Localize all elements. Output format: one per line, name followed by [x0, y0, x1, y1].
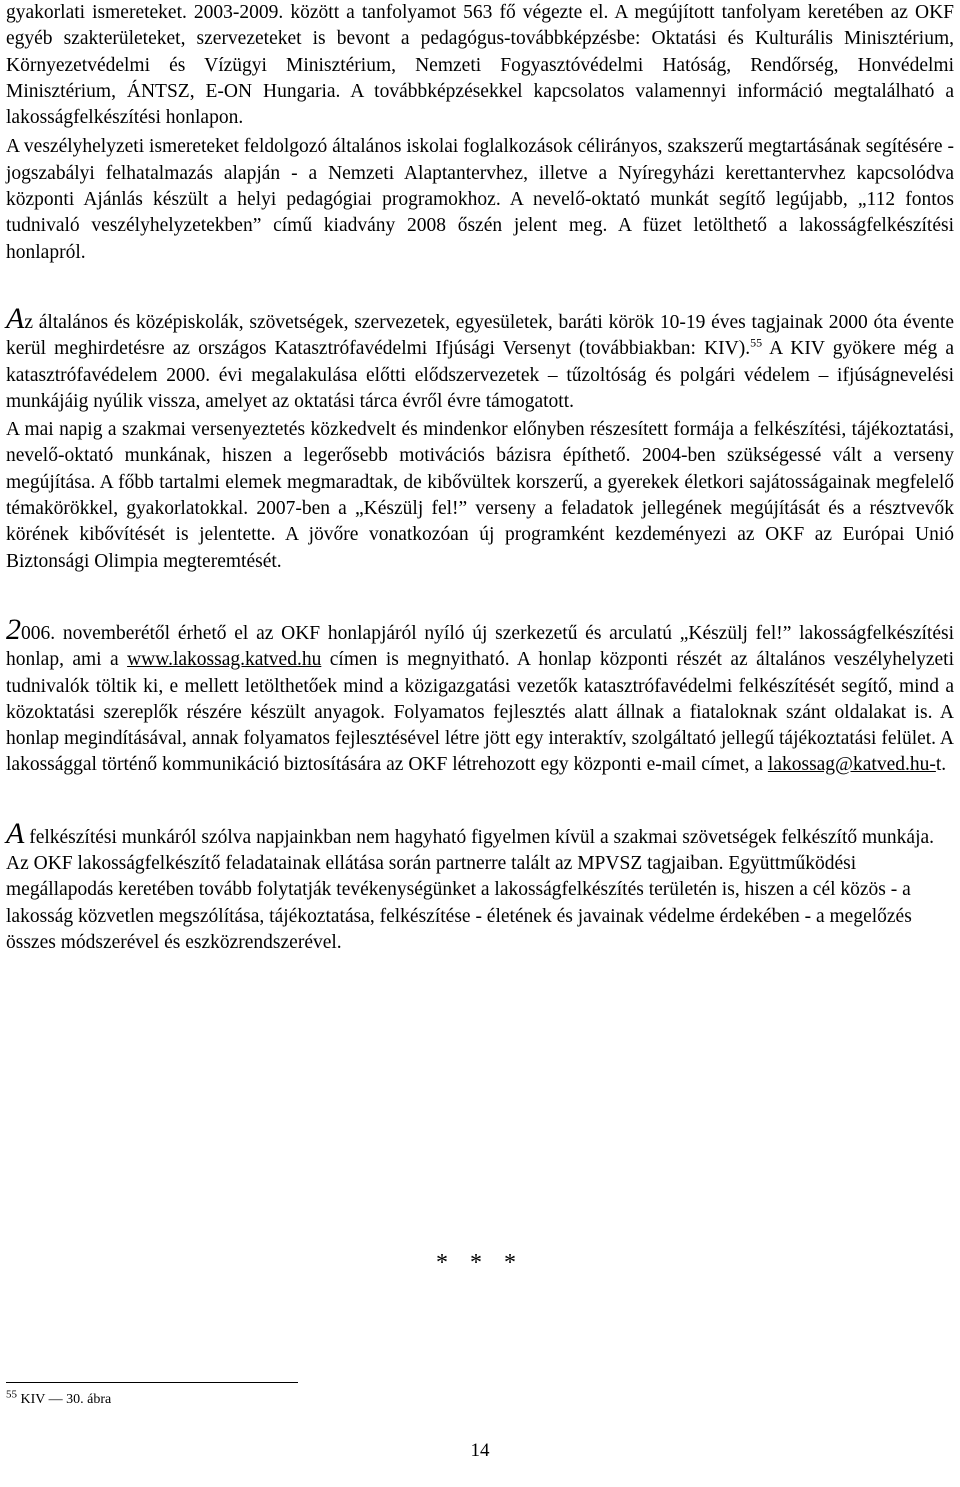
paragraph-teacher-training: gyakorlati ismereteket. 2003-2009. között a tanfolyamot 563 fő végezte el. A megújított tanfolyam keretében az OKF egyéb szakterületeket, szervezeteket is bevont a pedagógus-továbbképzésbe: Oktatási és Kulturális Minisztérium, Környezetvédelmi és Vízügyi Minisztérium, Nemzeti Fogyasztóvédelmi Hatóság, Rendőrség, Honvédelmi Minisztérium, ÁNTSZ, E-ON Hungaria. A továbbképzésekkel kapcsolatos valamennyi információ megtalálható a lakosságfelkészítési honlapon.	[6, 2, 954, 129]
email-link[interactable]: lakossag@katved.hu-	[767, 754, 936, 776]
paragraph-website: 2006. novemberétől érhető el az OKF honlapjáról nyíló új szerkezetű és arculatú „Készülj fel!” lakosságfelkészítési honlap, ami a www.lakossag.katved.hu címen is megnyitható. A honlap központi részét az általános veszélyhelyzeti tudnivalók töltik ki, e mellett letölthetőek mind a közigazgatási vezetők katasztrófavédelmi felkészítését segítő, mind a közoktatási szereplők részére készült anyagok. Folyamatos fejlesztés alatt állnak a fiataloknak szánt oldalakat is. A honlap megindításával, annak folyamatos fejlesztésével létre jött egy interaktív, szolgáltató jellegű tájékoztatási felület. A lakossággal történő kommunikáció biztosítására az OKF létrehozott egy központi e-mail címet, a lakossag@katved.hu-t.	[6, 612, 955, 776]
section-separator: * * *	[436, 1250, 524, 1276]
footnote-divider	[6, 1382, 298, 1383]
document-page	[6, 0, 955, 1461]
drop-initial: A	[6, 301, 25, 335]
footnote-number: 55	[6, 1388, 17, 1401]
footnote-reference[interactable]: 55	[750, 335, 763, 350]
paragraph-kiv-competition: Az általános és középiskolák, szövetségek, szervezetek, egyesületek, baráti körök 10-19 éves tagjainak 2000 óta évente kerül meghirdetésre az országos Katasztrófavédelmi Ifjúsági Versenyt (továbbiakban: KIV).$^{55}$ A KIV gyökere még a katasztrófavédelem 2000. évi megalakulása előtti elődszervezetek – tűzoltóság és polgári védelem – ifjúságnevelési munkájáig nyúlik vissza, amelyet az oktatási tárca évről évre támogatott.	[6, 301, 954, 412]
paragraph-school-activities: A veszélyhelyzeti ismereteket feldolgozó általános iskolai foglalkozások célirányos, szakszerű megtartásának segítésére - jogszabályi felhatalmazás alapján - a Nemzeti Alaptantervhez, illetve a Nyíregyházi kerettantervhez kapcsolódva központi Ajánlás készült a helyi pedagógiai programokhoz. A nevelő-oktató munkát segítő legújabb, „112 fontos tudnivaló veszélyhelyzetekben” című kiadvány 2008 őszén jelent meg. A füzet letölthető a lakosságfelkészítési honlapról.	[6, 136, 954, 263]
paragraph-partnership: A felkészítési munkáról szólva napjainkban nem hagyható figyelmen kívül a szakmai szövetségek felkészítő munkája. Az OKF lakosságfelkészítő feladatainak ellátása során partnerre talált az MPVSZ tagjaiban. Együttműködési megállapodás keretében tovább folytatják tevékenységünket a lakosságfelkészítés területén is, hiszen a cél közös - a lakosság közvetlen megszólítása, tájékoztatása, felkészítése - életének és javainak védelme érdekében - a megelőzés összes módszerével és eszközrendszerével.	[6, 816, 935, 953]
footnote	[6, 1388, 112, 1408]
website-link[interactable]: www.lakossag.katved.hu	[127, 649, 322, 671]
footnote-text: KIV — 30. ábra	[20, 1392, 112, 1407]
paragraph-competition-history: A mai napig a szakmai versenyeztetés közkedvelt és mindenkor előnyben részesített formája a felkészítési, tájékoztatási, nevelő-oktató munkának, hiszen a legerősebb motivációs bázisra építhető. 2004-ben szükségessé vált a verseny megújítása. A főbb tartalmi elemek megmaradtak, de kibővültek korszerű, a gyerekek életkori sajátosságainak megfelelő témakörökkel, gyakorlatokkal. 2007-ben a „Készülj fel!” verseny a feladatok jellegének megújítását és a résztvevők körének kibővítését is jelentette. A jövőre vonatkozóan új programként kezdeményezi az OKF az Európai Unió Biztonsági Olimpia megteremtését.	[6, 419, 954, 572]
drop-initial: A	[6, 816, 25, 850]
drop-initial: 2	[6, 612, 21, 646]
page-number: 14	[470, 1440, 490, 1461]
